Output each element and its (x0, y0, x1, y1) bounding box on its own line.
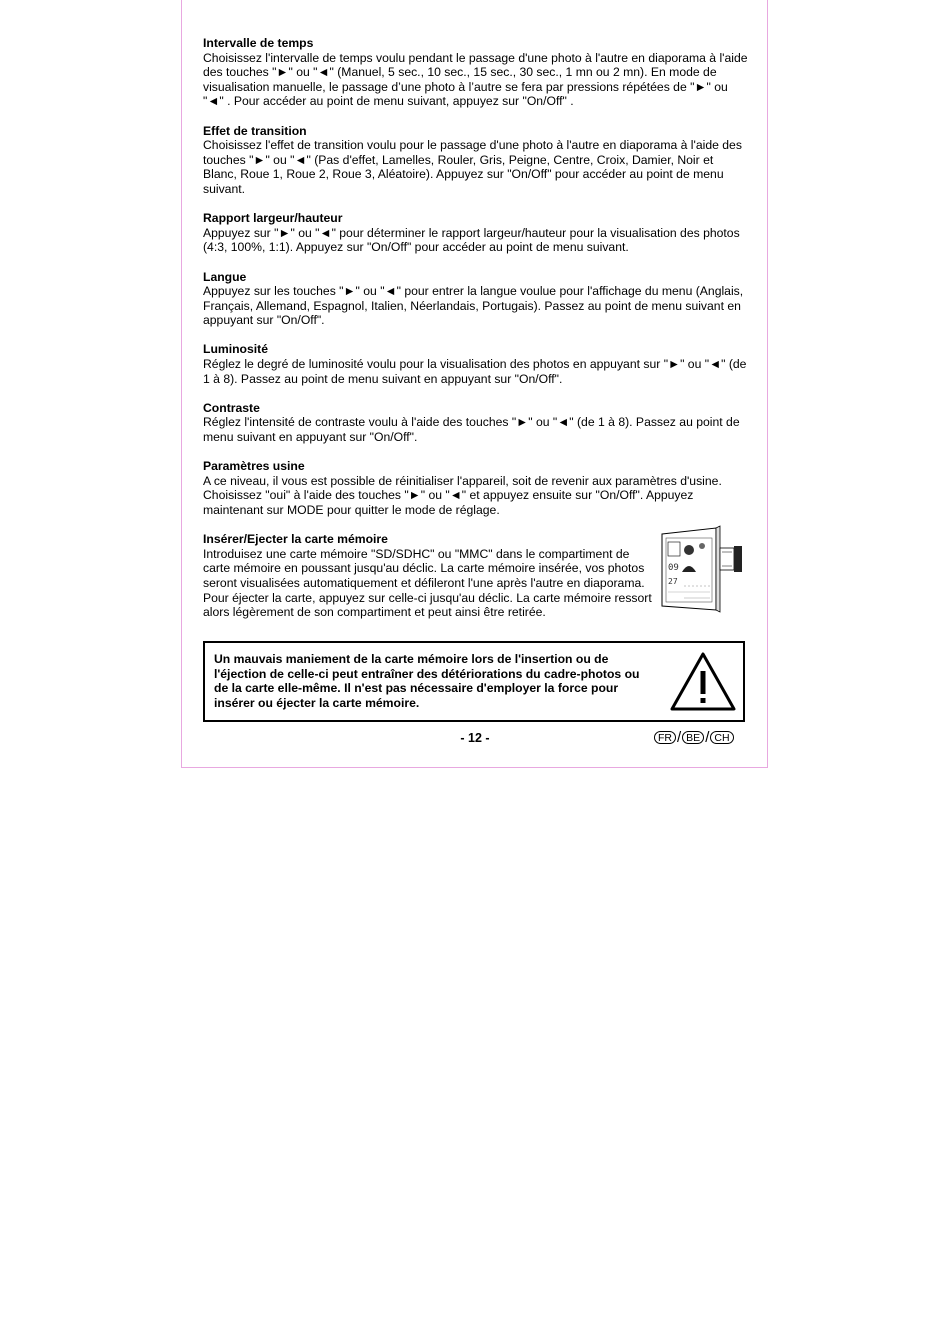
country-badge: CH (710, 731, 733, 744)
section-title: Intervalle de temps (203, 36, 314, 50)
section-time-interval (203, 36, 748, 109)
section-memory-card (203, 532, 748, 620)
section-body: Appuyez sur les touches "►" ou "◄" pour entrer la langue voulue pour l'affichage du menu (Anglais, Français, Allemand, Espagnol, Italien, Néerlandais, Portugais). Passez au point de menu suivant en appuyant sur "On/Off". (203, 284, 744, 328)
section-factory-settings (203, 459, 748, 517)
country-badge: BE (682, 731, 704, 744)
section-title: Contraste (203, 400, 260, 415)
page-number: - 12 - (460, 731, 490, 745)
section-body: Introduisez une carte mémoire "SD/SDHC" ou "MMC" dans le compartiment de carte mémoire en poussant jusqu'au déclic. La carte mémoire insérée, vos photos seront visualisées automatiquement et défileront l'une après l'autre en diaporama. Pour éjecter la carte, appuyez sur celle-ci jusqu'au déclic. La carte mémoire ressort alors légèrement de son compartiment et peut ainsi être retirée. (203, 546, 652, 620)
section-title: Langue (203, 269, 247, 284)
section-body: Appuyez sur "►" ou "◄" pour déterminer le rapport largeur/hauteur pour la visualisation des photos (4:3, 100%, 1:1). Appuyez sur "On/Off" pour accéder au point de menu suivant. (203, 225, 740, 255)
country-badge: FR (654, 731, 676, 744)
section-body: Réglez le degré de luminosité voulu pour la visualisation des photos en appuyant sur "►" ou "◄" (de 1 à 8). Passez au point de menu suivant en appuyant sur "On/Off". (203, 357, 747, 386)
svg-text:27: 27 (668, 577, 678, 587)
section-language (203, 270, 748, 328)
section-title: Rapport largeur/hauteur (203, 211, 343, 226)
section-body: Choisissez l'intervalle de temps voulu pendant le passage d'une photo à l'autre en diaporama à l'aide des touches "►" ou "◄" (Manuel, 5 sec., 10 sec., 15 sec., 30 sec., 1 mn ou 2 mn). En mode de visualisation manuelle, le passage d’une photo à l’autre se fera par pressions répétées de "►" ou "◄" . Pour accéder au point de menu suivant, appuyez sur "On/Off" . (203, 50, 748, 109)
separator: / (677, 729, 682, 746)
section-contrast (203, 401, 748, 445)
section-title: Effet de transition (203, 123, 307, 138)
warning-box (203, 641, 745, 722)
warning-text: Un mauvais maniement de la carte mémoire lors de l'insertion ou de l'éjection de celle-ci peut entraîner des détériorations du cadre-photos ou de la carte elle-même. Il n'est pas nécessaire d'employer la force pour insérer ou éjecter la carte mémoire. (214, 652, 640, 710)
section-body: Réglez l'intensité de contraste voulu à l'aide des touches "►" ou "◄" (de 1 à 8). Passez au point de menu suivant en appuyant sur "On/Off". (203, 415, 740, 445)
section-body: A ce niveau, il vous est possible de réinitialiser l'appareil, soit de revenir aux paramètres d'usine. Choisissez "oui" à l'aide des touches "►" ou "◄" et appuyez ensuite sur "On/Off". Appuyez maintenant sur MODE pour quitter le mode de réglage. (203, 473, 722, 517)
section-title: Luminosité (203, 342, 269, 357)
warning-triangle-icon (669, 651, 737, 713)
svg-text:09: 09 (668, 563, 679, 574)
section-transition-effect (203, 124, 748, 197)
manual-content (203, 36, 748, 634)
photo-frame-card-illustration (658, 524, 748, 616)
section-body: Choisissez l'effet de transition voulu pour le passage d'une photo à l'autre en diaporama à l'aide des touches "►" ou "◄" (Pas d'effet, Lamelles, Rouler, Gris, Peigne, Centre, Croix, Damier, Noir et Blanc, Roue 1, Roue 2, Roue 3, Aléatoire). Appuyez sur "On/Off" pour accéder au point de menu suivant. (203, 138, 742, 196)
country-codes (654, 731, 734, 744)
section-title: Paramètres usine (203, 459, 305, 474)
separator: / (705, 729, 710, 746)
section-brightness (203, 342, 748, 386)
section-title: Insérer/Ejecter la carte mémoire (203, 532, 388, 547)
section-aspect-ratio (203, 211, 748, 255)
